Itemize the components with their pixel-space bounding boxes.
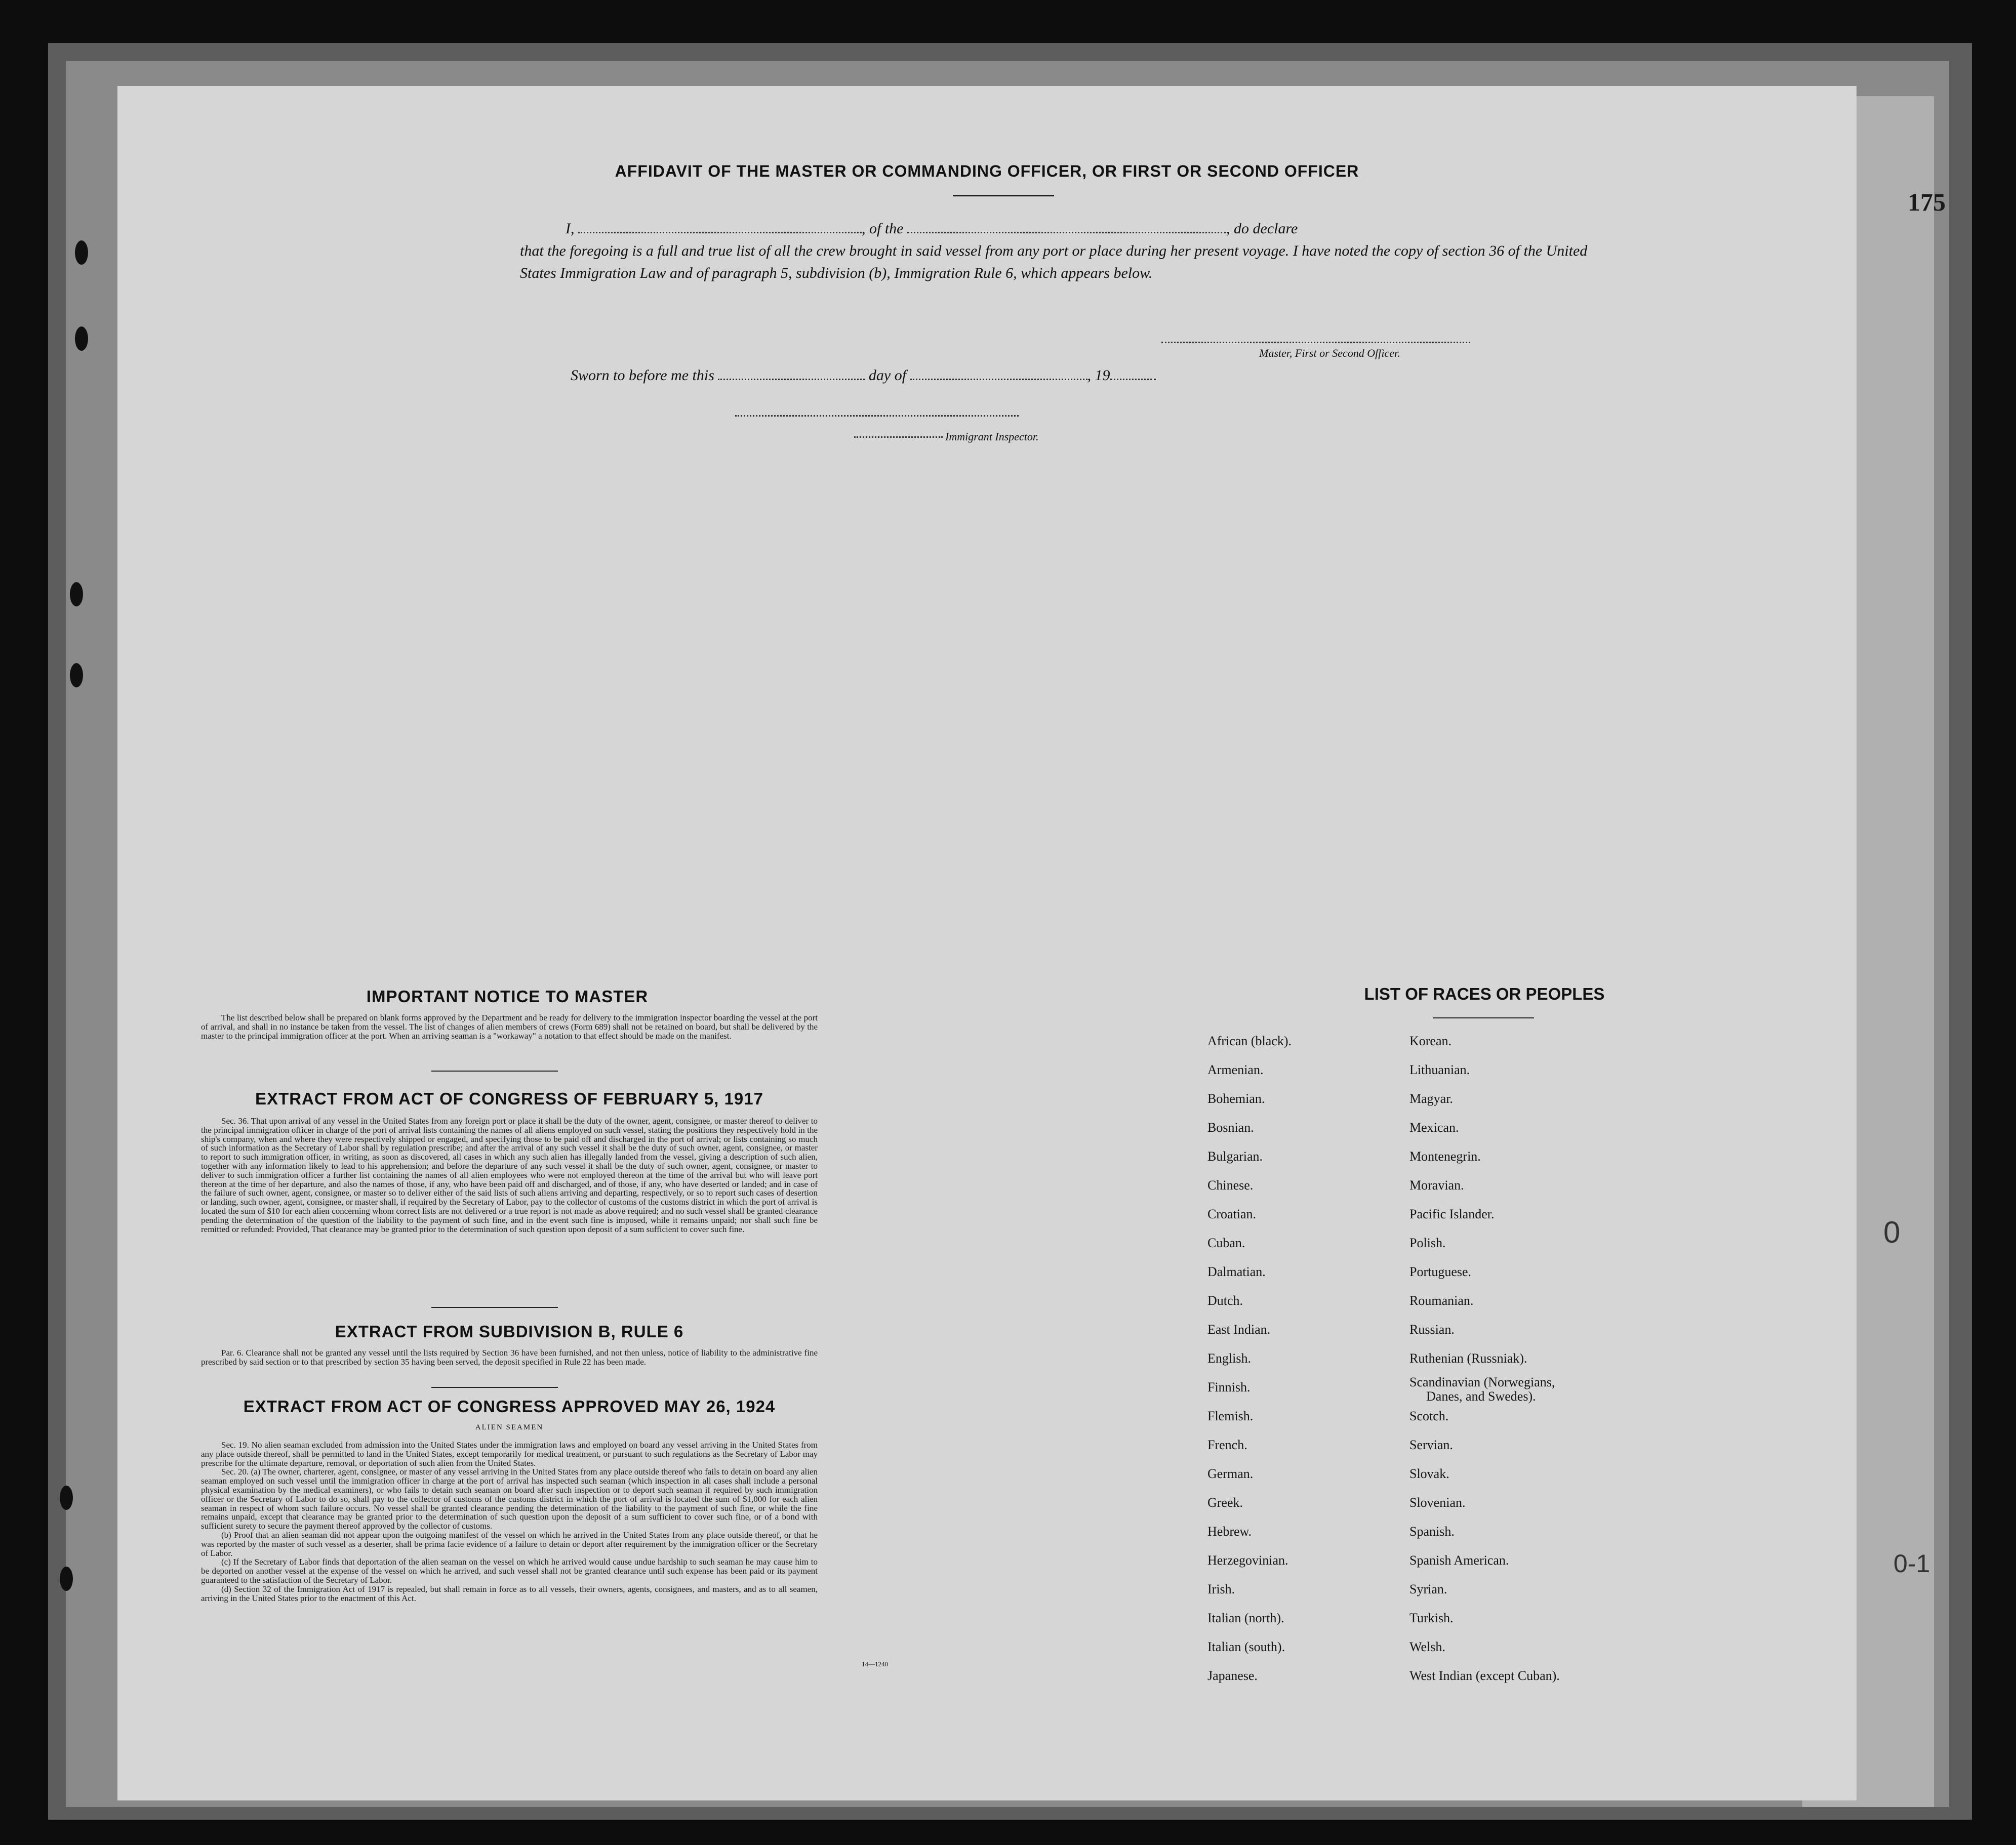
- year-label: , 19: [1087, 367, 1110, 384]
- punch-hole: [70, 663, 83, 687]
- year-blank: [1110, 370, 1156, 380]
- race-item: Pacific Islander.: [1409, 1207, 1495, 1221]
- race-item: Syrian.: [1409, 1582, 1447, 1596]
- race-item: African (black).: [1207, 1034, 1292, 1048]
- race-item: Mexican.: [1409, 1120, 1459, 1135]
- margin-mark: 0: [1883, 1215, 1901, 1249]
- race-item: Flemish.: [1207, 1409, 1254, 1423]
- extract-rule6-title: EXTRACT FROM SUBDIVISION B, RULE 6: [335, 1322, 684, 1341]
- form-page: [117, 86, 1857, 1800]
- race-item: Slovenian.: [1409, 1495, 1466, 1510]
- race-item: Bosnian.: [1207, 1120, 1254, 1135]
- punch-hole: [60, 1567, 73, 1591]
- race-item: Irish.: [1207, 1582, 1235, 1596]
- affidavit-statement: that the foregoing is a full and true list of all the crew brought in said vessel from any port or place during her present voyage. I have noted the copy of section 36 of the United States Immigration Law and of paragraph 5, subdivision (b), Immigration Rule 6, which appears below.: [520, 242, 1588, 281]
- inspector-short-line: [854, 436, 943, 438]
- race-item: French.: [1207, 1438, 1247, 1452]
- extract-1924-paragraph: (b) Proof that an alien seaman did not appear upon the outgoing manifest of the vessel on which he arrived in the United States from any place outside thereof, or that he was reported by the master of such vessel as a deserter, shall be prima facie evidence of a failure to detain or deport after requirement by the immigration officer or the Secretary of Labor.: [201, 1530, 818, 1558]
- races-title: LIST OF RACES OR PEOPLES: [1364, 985, 1605, 1003]
- extract-1924-paragraph: Sec. 19. No alien seaman excluded from admission into the United States under the immigration laws and employed on board any vessel arriving in the United States from any place outside thereof, shall be permitted to land in the United States, except temporarily for medical treatment, or pursuant to such regulations as the Secretary of Labor may prescribe for the ultimate departure, removal, or deportation of such alien from the United States.: [201, 1440, 818, 1468]
- race-item: Welsh.: [1409, 1639, 1445, 1654]
- extract-1917-paragraph: Sec. 36. That upon arrival of any vessel in the United States from any foreign port or place it shall be the duty of the owner, agent, consignee, or master thereof to deliver to the principal immigration officer in charge of the port of arrival lists containing the names of all aliens employed on such vessel, stating the positions they respectively hold in the ship's company, when and where they were respectively shipped or engaged, and specifying those to be paid off and discharged in the port of arrival; or lists containing so much of such information as the Secretary of Labor shall by regulation prescribe; and after the arrival of any such vessel it shall be the duty of such owner, agent, consignee, or master to report to such immigration officer, in writing, as soon as discovered, all cases in which any such alien has illegally landed from the vessel, giving a description of such alien, together with any information likely to lead to his apprehension; and before the departure of any such vessel it shall be the duty of such owner, agent, consignee, or master to deliver to such immigration officer a further list containing the names of all alien employees who were not employed thereon at the time of the arrival but who will leave port thereon at the time of her departure, and also the names of those, if any, who have been paid off and discharged, and of those, if any, who have deserted or landed; and in case of the failure of such owner, agent, consignee, or master so to deliver either of the said lists of such aliens arriving and departing, respectively, or so to report such cases of desertion or landing, such owner, agent, consignee, or master shall, if required by the Secretary of Labor, pay to the collector of customs of the customs district in which the port of arrival is located the sum of $10 for each alien concerning whom correct lists are not delivered or a true report is not made as above required; and no such vessel shall be granted clearance pending the determination of the question of the liability to the payment of such fine, and in the event such fine is imposed, while it remains unpaid; nor shall such fine be remitted or refunded: Provided, That clearance may be granted prior to the determination of such question upon deposit of a sum sufficient to cover such fine.: [201, 1116, 818, 1234]
- race-item: Scandinavian (Norwegians,: [1409, 1375, 1555, 1389]
- sworn-line: [571, 367, 1156, 384]
- day-blank: [718, 370, 865, 380]
- sworn-label: Sworn to before me this: [571, 367, 714, 384]
- races-title-rule: [1433, 1017, 1534, 1018]
- title-rule: [953, 195, 1054, 196]
- race-item: Roumanian.: [1409, 1293, 1474, 1308]
- do-declare-label: , do declare: [1226, 220, 1298, 237]
- inspector-caption: Immigrant Inspector.: [945, 430, 1039, 443]
- race-item: Spanish American.: [1409, 1553, 1509, 1568]
- race-item: Slovak.: [1409, 1466, 1449, 1481]
- race-item: Bulgarian.: [1207, 1149, 1263, 1164]
- name-blank: [578, 223, 862, 233]
- form-number: 14—1240: [862, 1660, 888, 1668]
- race-item: Chinese.: [1207, 1178, 1254, 1193]
- race-item: Herzegovinian.: [1207, 1553, 1288, 1568]
- race-item: Moravian.: [1409, 1178, 1464, 1193]
- alien-seamen-subtitle: ALIEN SEAMEN: [475, 1423, 544, 1431]
- master-signature-caption: Master, First or Second Officer.: [1259, 347, 1400, 359]
- race-item: Servian.: [1409, 1438, 1453, 1452]
- race-item: West Indian (except Cuban).: [1409, 1668, 1560, 1683]
- extract-1924-paragraph: (c) If the Secretary of Labor finds that deportation of the alien seaman on the vessel on which he arrived would cause undue hardship to such seaman he may cause him to be deported on another vessel at the expense of the vessel on which he arrived, and such vessel shall not be granted clearance until such expense has been paid or its payment guaranteed to the satisfaction of the Secretary of Labor.: [201, 1557, 818, 1585]
- race-item: Cuban.: [1207, 1236, 1245, 1250]
- race-item: Polish.: [1409, 1236, 1446, 1250]
- race-item: Dutch.: [1207, 1293, 1243, 1308]
- notice-text: [201, 1013, 818, 1040]
- punch-hole: [75, 240, 88, 265]
- day-of-label: day of: [868, 367, 907, 384]
- race-item: Bohemian.: [1207, 1091, 1265, 1106]
- race-item: Italian (north).: [1207, 1611, 1284, 1625]
- extract-1917-text: [201, 1117, 818, 1234]
- extract-1924-title: EXTRACT FROM ACT OF CONGRESS APPROVED MAY 26, 1924: [243, 1397, 776, 1416]
- master-signature-line: [1161, 342, 1470, 343]
- race-item: Korean.: [1409, 1034, 1452, 1048]
- page-number: 175: [1908, 188, 1946, 216]
- section-rule: [431, 1071, 558, 1072]
- race-item: Dalmatian.: [1207, 1264, 1266, 1279]
- affidavit-body: [520, 218, 1603, 284]
- race-item: East Indian.: [1207, 1322, 1271, 1337]
- punch-hole: [75, 326, 88, 351]
- of-the-label: , of the: [862, 220, 904, 237]
- extract-rule6-text: [201, 1348, 818, 1367]
- extract-rule6-paragraph: Par. 6. Clearance shall not be granted any vessel until the lists required by Section 36 have been furnished, and not then unless, notice of liability to the administrative fine prescribed by said section or to that prescribed by section 35 having been served, the deposit specified in Rule 22 has been made.: [201, 1348, 818, 1367]
- vessel-blank: [907, 223, 1226, 233]
- i-label: I,: [566, 220, 575, 237]
- race-item: Spanish.: [1409, 1524, 1455, 1539]
- month-blank: [910, 370, 1087, 380]
- punch-hole: [70, 582, 83, 606]
- race-item: Armenian.: [1207, 1062, 1264, 1077]
- race-item: Japanese.: [1207, 1668, 1258, 1683]
- extract-1924-paragraph: (d) Section 32 of the Immigration Act of 1917 is repealed, but shall remain in force as to all vessels, their owners, agents, consignees, and masters, and as to all seamen, arriving in the United States prior to the enactment of this Act.: [201, 1584, 818, 1603]
- extract-1917-title: EXTRACT FROM ACT OF CONGRESS OF FEBRUARY 5, 1917: [255, 1089, 763, 1108]
- extract-1924-text: [201, 1441, 818, 1603]
- race-item: Lithuanian.: [1409, 1062, 1470, 1077]
- race-item: Croatian.: [1207, 1207, 1257, 1221]
- race-item: Portuguese.: [1409, 1264, 1472, 1279]
- section-rule: [431, 1307, 558, 1308]
- inspector-signature-line: [735, 415, 1019, 417]
- race-item: Scotch.: [1409, 1409, 1449, 1423]
- affidavit-title: AFFIDAVIT OF THE MASTER OR COMMANDING OFFICER, OR FIRST OR SECOND OFFICER: [615, 162, 1359, 180]
- margin-mark: 0-1: [1893, 1549, 1930, 1578]
- race-item: English.: [1207, 1351, 1251, 1366]
- race-item: Greek.: [1207, 1495, 1243, 1510]
- race-item: Italian (south).: [1207, 1639, 1285, 1654]
- punch-hole: [60, 1486, 73, 1510]
- race-item: Turkish.: [1409, 1611, 1454, 1625]
- race-item: Montenegrin.: [1409, 1149, 1481, 1164]
- race-item: Russian.: [1409, 1322, 1455, 1337]
- notice-paragraph: The list described below shall be prepared on blank forms approved by the Department and be ready for delivery to the immigration inspector boarding the vessel at the port of arrival, and shall in no instance be taken from the vessel. The list of changes of alien members of crews (Form 689) shall not be retained on board, but shall be delivered by the master to the principal immigration officer at the port. When an arriving seaman is a "workaway" a notation to that effect should be made on the manifest.: [201, 1013, 818, 1041]
- section-rule: [431, 1387, 558, 1388]
- race-item: German.: [1207, 1466, 1254, 1481]
- notice-title: IMPORTANT NOTICE TO MASTER: [366, 987, 649, 1006]
- race-item: Ruthenian (Russniak).: [1409, 1351, 1527, 1366]
- race-item: Hebrew.: [1207, 1524, 1252, 1539]
- extract-1924-paragraph: Sec. 20. (a) The owner, charterer, agent, consignee, or master of any vessel arriving in the United States from any place outside thereof who fails to detain on board any alien seaman employed on such vessel until the immigration officer in charge at the port of arrival has inspected such seaman (which inspection in all cases shall include a personal physical examination by the medical examiners), or who fails to detain such seaman on board after such inspection or to deport such seaman if required by such immigration officer or the Secretary of Labor to do so, shall pay to the collector of customs of the customs district in which the port of arrival is located the sum of $1,000 for each alien seaman in respect of whom such failure occurs. No vessel shall be granted clearance pending the determination of the liability to the payment of such fine, or while the fine remains unpaid, except that clearance may be granted prior to the determination of such question upon the deposit of a sum sufficient to cover such fine, or of a bond with sufficient surety to secure the payment thereof approved by the collector of customs.: [201, 1467, 818, 1531]
- race-item: Finnish.: [1207, 1380, 1251, 1395]
- race-item: Magyar.: [1409, 1091, 1453, 1106]
- affidavit-first-line: [520, 218, 1603, 240]
- race-item: Danes, and Swedes).: [1426, 1389, 1536, 1404]
